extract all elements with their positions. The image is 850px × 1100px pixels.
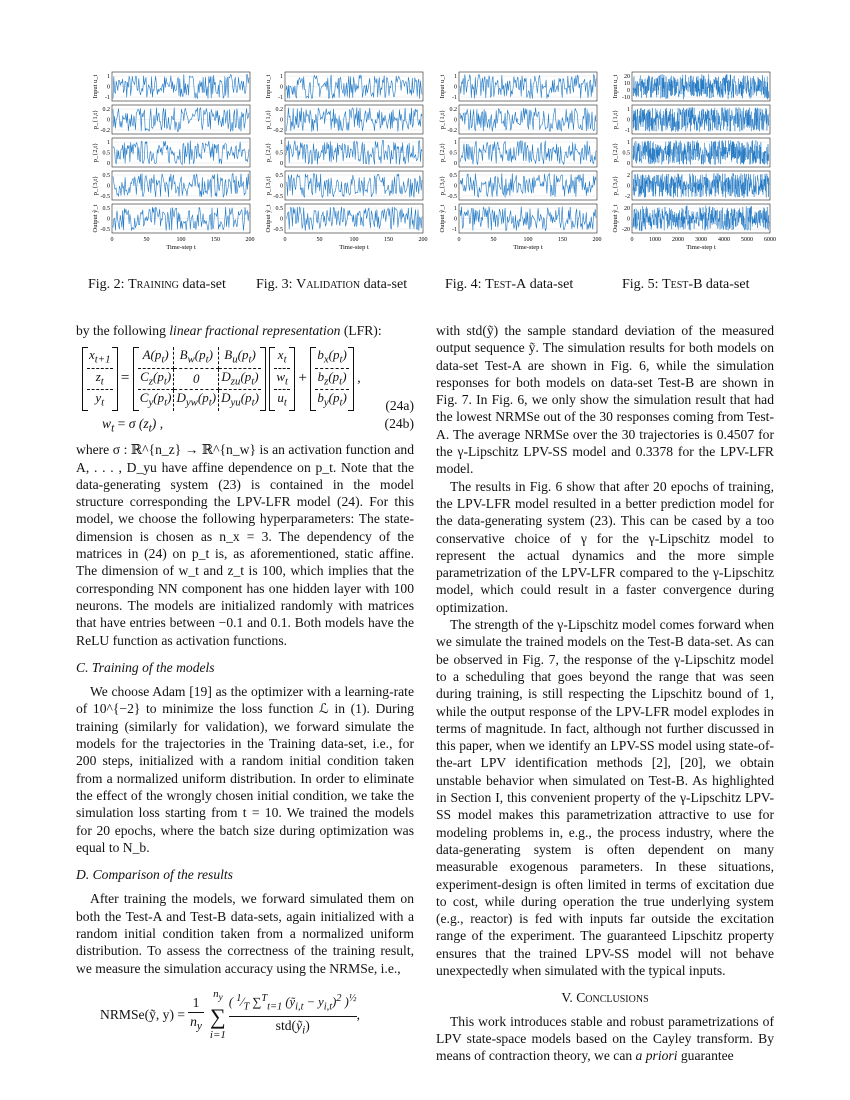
y-tick-label: 1 xyxy=(627,107,630,113)
panel-0 xyxy=(439,72,597,101)
y-tick-label: 0 xyxy=(627,161,630,167)
y-tick-label: -1 xyxy=(625,128,630,134)
paragraph-training: We choose Adam [19] as the optimizer with a learning-rate of 10^{−2} to minimize the loss function ℒ in (1). During training (similarly for validation), we forward simulate the models for the trajectories in the Training data-set, i.e., for 200 steps, initialized with a random initial condition taken from a normalized uniform distribution. In order to eliminate the effect of the wrongly chosen initial condition, we take the simulation loss starting from t = 10. We trained the models for 20 epochs, where the batch size during optimization was equal to N_b. xyxy=(76,684,414,855)
panel-1 xyxy=(265,105,423,134)
y-tick-label: -0.5 xyxy=(273,227,283,233)
x-tick-label: 50 xyxy=(490,237,497,243)
y-tick-label: 0 xyxy=(454,216,457,223)
section-d-heading: D. Comparison of the results xyxy=(76,867,233,883)
y-tick-label: 0.2 xyxy=(449,107,457,113)
paragraph-comparison: After training the models, we forward simulated them on both the Test-A and Test-B data-sets, again initialized with a random initial condition taken from a normalized uniform distribution. To assess the correctness of the training result, we measure the simulation accuracy using the NRMSe, i.e., xyxy=(76,891,414,976)
panel-label: p_{2,t} xyxy=(612,142,619,163)
x-tick-label: 150 xyxy=(384,237,393,243)
figure-training xyxy=(84,68,254,273)
panel-3 xyxy=(92,171,250,200)
x-tick-label: 2000 xyxy=(672,237,684,243)
panel-4 xyxy=(92,204,250,233)
panel-label: p_{1,t} xyxy=(612,109,619,130)
y-tick-label: 0.5 xyxy=(622,150,630,157)
x-tick-label: 150 xyxy=(558,237,567,243)
x-tick-label: 1000 xyxy=(649,237,661,243)
panel-3 xyxy=(612,171,770,200)
y-tick-label: 0 xyxy=(107,117,110,124)
panel-label: p_{3,t} xyxy=(439,175,446,196)
panel-2 xyxy=(612,138,770,167)
y-tick-label: 10 xyxy=(624,81,630,87)
x-tick-label: 4000 xyxy=(718,237,730,243)
panel-1 xyxy=(92,105,250,134)
panel-label: p_{1,t} xyxy=(265,109,272,130)
y-tick-label: 0 xyxy=(454,161,457,167)
panel-0 xyxy=(92,72,250,101)
equation-24a: $x_{t+1}$ $z_t$ $y_t$ = $A(p_t)$ $B_w(p_t)$ $B_u(p_t)$ $C_z(p_t)$ 0 $D_{zu}(p_t)$ $C_y(p_t)$ $D_{yw}(p_t)$ $D_{yu}(p_t)$ $x_t$ $w_t$ $u_t$ + $b_x(p_t)$ $b_z(p_t)$ $b_y(p_t)$ , (24a) xyxy=(76,347,414,411)
x-tick-label: 100 xyxy=(176,237,186,243)
y-tick-label: 1 xyxy=(454,140,457,146)
y-tick-label: -0.5 xyxy=(273,194,283,200)
x-tick-label: 100 xyxy=(349,237,359,243)
x-tick-label: 200 xyxy=(592,237,602,243)
panel-label: Output ỹ_t xyxy=(439,204,446,233)
y-tick-label: -1 xyxy=(452,227,457,233)
panel-4 xyxy=(612,204,770,233)
y-tick-label: -0.5 xyxy=(100,227,110,233)
y-tick-label: 0 xyxy=(280,117,283,124)
caption-fig3: Fig. 3: Validation data-set xyxy=(256,277,408,292)
y-tick-label: 0.5 xyxy=(449,173,457,179)
x-tick-label: 50 xyxy=(143,237,150,243)
y-tick-label: 1 xyxy=(280,140,283,146)
y-tick-label: 0 xyxy=(280,183,283,190)
x-tick-label: 3000 xyxy=(695,237,707,243)
panel-3 xyxy=(439,171,597,200)
paragraph-conclusions: This work introduces stable and robust parametrizations of LPV state-space models based on the Cayley transform. By means of contraction theory, we can a priori guarantee xyxy=(436,1013,774,1064)
y-tick-label: 0.2 xyxy=(275,107,283,113)
x-axis-label: Time-step t xyxy=(166,244,196,251)
y-tick-label: -0.2 xyxy=(100,128,110,134)
x-axis-label: Time-step t xyxy=(513,244,543,251)
panel-1 xyxy=(439,105,597,134)
y-tick-label: -1 xyxy=(105,95,110,101)
x-tick-label: 150 xyxy=(211,237,220,243)
panel-label: Output ỹ_t xyxy=(92,204,99,233)
y-tick-label: -1 xyxy=(278,95,283,101)
y-tick-label: 0.5 xyxy=(102,150,110,157)
panel-label: p_{3,t} xyxy=(612,175,619,196)
y-tick-label: 0 xyxy=(627,117,630,124)
y-tick-label: 0.5 xyxy=(275,173,283,179)
panel-2 xyxy=(92,138,250,167)
figure-validation xyxy=(257,68,427,273)
y-tick-label: -10 xyxy=(622,95,630,101)
y-tick-label: 1 xyxy=(280,74,283,80)
y-tick-label: 0 xyxy=(107,183,110,190)
figure-test-a xyxy=(431,68,601,273)
y-tick-label: -0.2 xyxy=(447,128,457,134)
x-tick-label: 5000 xyxy=(741,237,753,243)
y-tick-label: -20 xyxy=(622,227,630,233)
panel-label: Output ỹ_t xyxy=(265,204,272,233)
caption-fig2: Fig. 2: Training data-set xyxy=(88,277,226,292)
panel-2 xyxy=(265,138,423,167)
panel-label: Input u_t xyxy=(265,74,272,99)
caption-fig4: Fig. 4: Test-A data-set xyxy=(445,277,574,292)
y-tick-label: 0 xyxy=(627,183,630,190)
y-tick-label: 0 xyxy=(280,84,283,91)
panel-label: p_{2,t} xyxy=(439,142,446,163)
x-tick-label: 50 xyxy=(316,237,323,243)
panel-1 xyxy=(612,105,770,134)
paragraph-lfr-better: The results in Fig. 6 show that after 20 epochs of training, the LPV-LFR model resulted in a better prediction model for the data-generating system (23). This can be cased by a too conservative choice of γ for the γ-Lipschitz model to represent the actual dynamics and the more simple parametrization of the LPV-LFR compared to the γ-Lipschitz model, which could result in a faster convergence during optimization. xyxy=(436,478,774,615)
y-tick-label: 0.5 xyxy=(449,150,457,157)
x-tick-label: 0 xyxy=(630,237,634,243)
y-tick-label: -1 xyxy=(452,95,457,101)
y-tick-label: 0.2 xyxy=(102,107,110,113)
paragraph-results: with std(ỹ) the sample standard deviation of the measured output sequence ỹ. The simulation results for both models on data-set Test-A are shown in Fig. 6, while the simulation responses for both models on data-set Test-B are shown in Fig. 7. In Fig. 6, we only show the simulation result that had the lowest NRMSe out of the 30 responses coming from Test-A. The average NRMSe over the 30 trajectories is 0.4507 for the γ-Lipschitz LPV-SS model and 0.3378 for the LPV-LFR model. xyxy=(436,323,774,477)
paragraph-lfr-hyperparameters: where σ : ℝ^{n_z} → ℝ^{n_w} is an activation function and A, . . . , D_yu have affine dependence on p_t. Note that the data-generating system (23) is contained in the model structure corresponding the LPV-LFR model (24). For this model, we choose the following hyperparameters: The state-dimension is chosen as n_x = 3. The dependency of the matrices in (24) on p_t is, as aforementioned, static affine. The dimension of w_t and z_t is 100, which implies that the corresponding NN component has one hidden layer with 100 neurons. The models are initialized randomly with matrices that have entries between −0.1 and 0.1. Both models have the ReLU function as activation functions. xyxy=(76,442,414,648)
lfr-intro: by the following linear fractional representation (LFR): xyxy=(76,323,382,338)
panel-4 xyxy=(265,204,423,233)
panel-0 xyxy=(612,72,770,101)
panel-label: Output ỹ_t xyxy=(612,204,619,233)
y-tick-label: 0 xyxy=(107,84,110,91)
y-tick-label: 1 xyxy=(454,74,457,80)
y-tick-label: 0 xyxy=(280,216,283,223)
y-tick-label: 1 xyxy=(454,206,457,212)
section-c-heading: C. Training of the models xyxy=(76,659,215,675)
x-tick-label: 0 xyxy=(110,237,114,243)
y-tick-label: 2 xyxy=(627,173,630,179)
panel-4 xyxy=(439,204,597,233)
paragraph-lipschitz-strength: The strength of the γ-Lipschitz model comes forward when we simulate the trained models on the Test-B data-set. As can be observed in Fig. 7, the response of the γ-Lipschitz model to a scheduling that goes beyond the range that was seen during training, is still respecting the Lipschitz bound of 1, while the output response of the LPV-LFR model explodes in terms of magnitude. In fact, although not further discussed in this paper, when we identify an LPV-SS model using state-of-the-art LPV identification methods [2], [20], we obtain unstable behavior when simulated on Test-B. As highlighted in Section I, this convenient property of the γ-Lipschitz LPV-SS model makes this parametrization attractive to use for modeling problems in, e.g., the process industry, where the data-generating system is often dependent on many measurable exogenous parameters. In these situations, experiment-design is often limited in terms of excitation due to cost, while during operation the true underlying system (e.g., reactor) is fed with inputs far outside the excitation range of the experiment. The guaranteed Lipschitz property ensures that the trained LPV-SS model will not behave unexpectedly when simulated with the typical inputs. xyxy=(436,617,774,978)
panel-label: p_{3,t} xyxy=(265,175,272,196)
y-tick-label: -0.2 xyxy=(273,128,283,134)
y-tick-label: -0.5 xyxy=(447,194,457,200)
caption-fig5: Fig. 5: Test-B data-set xyxy=(622,277,750,292)
eq-number-24a: (24a) xyxy=(385,398,414,414)
y-tick-label: 20 xyxy=(624,74,630,80)
y-tick-label: 0.5 xyxy=(275,206,283,212)
y-tick-label: 0 xyxy=(107,216,110,223)
y-tick-label: 0 xyxy=(454,117,457,124)
y-tick-label: 0 xyxy=(280,161,283,167)
panel-label: p_{2,t} xyxy=(265,142,272,163)
equation-24b: $w_t = \sigma$ $(z_t)$ , (24b) xyxy=(102,416,414,436)
panel-label: p_{3,t} xyxy=(92,175,99,196)
x-tick-label: 0 xyxy=(457,237,461,243)
x-axis-label: Time-step t xyxy=(686,244,716,251)
left-column xyxy=(76,322,414,1049)
y-tick-label: 1 xyxy=(107,74,110,80)
y-tick-label: 0 xyxy=(454,84,457,91)
y-tick-label: 0.5 xyxy=(102,206,110,212)
x-axis-label: Time-step t xyxy=(339,244,369,251)
panel-3 xyxy=(265,171,423,200)
panel-label: p_{2,t} xyxy=(92,142,99,163)
y-tick-label: 0 xyxy=(627,216,630,223)
panel-label: Input u_t xyxy=(439,74,446,99)
x-tick-label: 200 xyxy=(245,237,255,243)
eq-number-24b: (24b) xyxy=(384,416,414,432)
y-tick-label: 0 xyxy=(107,161,110,167)
panel-2 xyxy=(439,138,597,167)
y-tick-label: 0.5 xyxy=(102,173,110,179)
panel-label: p_{1,t} xyxy=(439,109,446,130)
y-tick-label: 0.5 xyxy=(275,150,283,157)
figure-test-b xyxy=(604,68,774,273)
x-tick-label: 100 xyxy=(523,237,533,243)
x-tick-label: 0 xyxy=(283,237,287,243)
y-tick-label: 1 xyxy=(107,140,110,146)
y-tick-label: 1 xyxy=(627,140,630,146)
section-v-heading: V. Conclusions xyxy=(561,990,649,1006)
panel-label: Input u_t xyxy=(612,74,619,99)
panel-label: Input u_t xyxy=(92,74,99,99)
right-column xyxy=(436,322,774,1064)
panel-0 xyxy=(265,72,423,101)
y-tick-label: -0.5 xyxy=(100,194,110,200)
y-tick-label: 0 xyxy=(454,183,457,190)
y-tick-label: -2 xyxy=(625,194,630,200)
x-tick-label: 6000 xyxy=(764,237,776,243)
y-tick-label: 0 xyxy=(627,88,630,94)
x-tick-label: 200 xyxy=(418,237,428,243)
panel-label: p_{1,t} xyxy=(92,109,99,130)
equation-nrmse: NRMSe(ỹ, y) = $\frac{1}{n_y}$ $n_y$ ∑ i=1 ( $^1⁄_T$ ∑$^T_{t=1}$ (ỹ$_{i,t}$ − $y_{i,t})^2$ )$^{\frac{1}{2}}$ std(ỹ$_i$) , xyxy=(100,988,360,1041)
y-tick-label: 20 xyxy=(624,206,630,212)
